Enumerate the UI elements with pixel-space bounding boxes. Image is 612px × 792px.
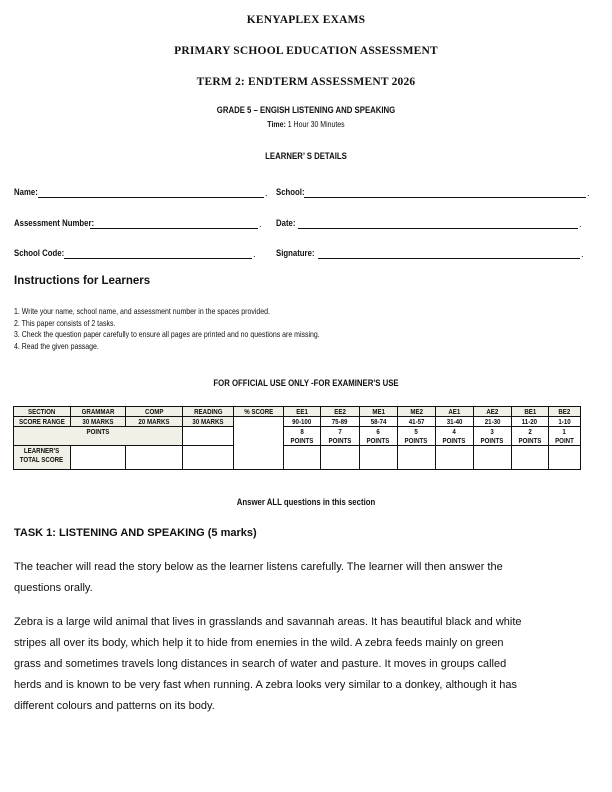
term-title: TERM 2: ENDTERM ASSESSMENT 2026 bbox=[196, 76, 416, 88]
task1-intro bbox=[14, 557, 599, 599]
school-code-label: School Code: bbox=[14, 248, 65, 259]
table-row bbox=[14, 446, 581, 470]
table-cell: 41-57 bbox=[397, 417, 435, 427]
date-line[interactable] bbox=[298, 219, 578, 229]
table-cell[interactable] bbox=[359, 446, 397, 470]
table-cell: 11-20 bbox=[511, 417, 548, 427]
instruction-item: 4. Read the given passage. bbox=[14, 340, 99, 351]
table-cell: BE2 bbox=[548, 407, 580, 417]
table-cell[interactable] bbox=[182, 446, 233, 470]
table-cell: 1 POINT bbox=[548, 427, 580, 446]
table-cell: 1-10 bbox=[548, 417, 580, 427]
official-heading bbox=[0, 378, 612, 389]
school-line[interactable] bbox=[304, 188, 586, 198]
table-cell: 31-40 bbox=[435, 417, 473, 427]
instruction-item: 1. Write your name, school name, and assessment number in the spaces provided. bbox=[14, 306, 270, 316]
task1-passage bbox=[14, 612, 599, 717]
time-line bbox=[0, 119, 612, 129]
table-cell: 30 MARKS bbox=[70, 417, 125, 427]
subject-line bbox=[0, 105, 612, 116]
table-row bbox=[14, 407, 581, 417]
table-cell[interactable] bbox=[397, 446, 435, 470]
table-cell: SECTION bbox=[14, 407, 71, 417]
table-cell: 20 MARKS bbox=[125, 417, 182, 427]
details-title: LEARNER’ S DETAILS bbox=[265, 151, 347, 162]
name-field[interactable]: Name: . bbox=[14, 187, 268, 198]
table-cell: 2 POINTS bbox=[511, 427, 548, 446]
assessment-number-line[interactable] bbox=[90, 219, 258, 229]
table-row bbox=[14, 427, 581, 446]
table-cell: % SCORE bbox=[233, 407, 283, 417]
table-row bbox=[14, 417, 581, 427]
table-cell: EE1 bbox=[283, 407, 320, 417]
table-cell: 90-100 bbox=[283, 417, 320, 427]
table-cell: 5 POINTS bbox=[397, 427, 435, 446]
score-cell[interactable] bbox=[233, 417, 283, 470]
table-cell[interactable] bbox=[435, 446, 473, 470]
signature-label: Signature: bbox=[276, 248, 315, 259]
field-row-2 bbox=[14, 215, 594, 229]
intro-line: questions orally. bbox=[14, 582, 93, 594]
passage-line: stripes all over its body, which help it to hide from enemies in the wild. A zebra feeds mainly on green bbox=[14, 637, 504, 649]
school-code-field[interactable]: School Code: . bbox=[14, 248, 256, 259]
passage-line: Zebra is a large wild animal that lives in grasslands and savannah areas. It has beautiful black and white bbox=[14, 616, 522, 628]
table-cell: COMP bbox=[125, 407, 182, 417]
table-cell[interactable] bbox=[548, 446, 580, 470]
table-cell: BE1 bbox=[511, 407, 548, 417]
time-label: Time: bbox=[267, 119, 286, 129]
school-field[interactable]: School: . bbox=[276, 187, 590, 198]
field-row-3 bbox=[14, 245, 594, 259]
table-cell: LEARNER'S TOTAL SCORE bbox=[14, 446, 71, 470]
table-cell: ME1 bbox=[359, 407, 397, 417]
table-cell: GRAMMAR bbox=[70, 407, 125, 417]
table-cell[interactable] bbox=[320, 446, 359, 470]
table-cell[interactable] bbox=[182, 427, 233, 446]
table-cell: POINTS bbox=[14, 427, 183, 446]
table-cell[interactable] bbox=[473, 446, 511, 470]
table-cell: AE1 bbox=[435, 407, 473, 417]
score-table bbox=[13, 406, 581, 470]
table-cell: 3 POINTS bbox=[473, 427, 511, 446]
instructions-title: Instructions for Learners bbox=[14, 275, 151, 287]
date-label: Date: bbox=[276, 218, 296, 229]
section-note-line bbox=[0, 497, 612, 508]
table-cell[interactable] bbox=[125, 446, 182, 470]
table-cell: SCORE RANGE bbox=[14, 417, 71, 427]
instruction-item: 2. This paper consists of 2 tasks. bbox=[14, 317, 116, 328]
table-cell[interactable] bbox=[70, 446, 125, 470]
table-cell: 75-89 bbox=[320, 417, 359, 427]
subject-title: GRADE 5 – ENGISH LISTENING AND SPEAKING bbox=[216, 105, 396, 116]
table-cell: AE2 bbox=[473, 407, 511, 417]
table-cell: EE2 bbox=[320, 407, 359, 417]
table-cell: 58-74 bbox=[359, 417, 397, 427]
table-cell: ME2 bbox=[397, 407, 435, 417]
passage-line: herds and is known to be very fast when running. A zebra looks very similar to a donkey, although it has bbox=[14, 679, 518, 691]
school-code-line[interactable] bbox=[64, 249, 252, 259]
score-table-wrap bbox=[13, 406, 581, 470]
org-title: KENYAPLEX EXAMS bbox=[246, 14, 366, 26]
table-cell: 30 MARKS bbox=[182, 417, 233, 427]
date-field[interactable]: Date: . bbox=[276, 218, 582, 229]
table-cell: 8 POINTS bbox=[283, 427, 320, 446]
time-value: 1 Hour 30 Minutes bbox=[285, 119, 345, 129]
details-heading bbox=[0, 151, 612, 162]
table-cell: 6 POINTS bbox=[359, 427, 397, 446]
assessment-number-label: Assessment Number: bbox=[14, 218, 95, 229]
passage-line: different colours and patterns on its body. bbox=[14, 700, 215, 712]
intro-line: The teacher will read the story below as the learner listens carefully. The learner will then answer the bbox=[14, 561, 503, 573]
assessment-title: PRIMARY SCHOOL EDUCATION ASSESSMENT bbox=[174, 45, 438, 57]
table-cell: 7 POINTS bbox=[320, 427, 359, 446]
table-cell: 21-30 bbox=[473, 417, 511, 427]
table-cell: READING bbox=[182, 407, 233, 417]
signature-line[interactable] bbox=[318, 249, 580, 259]
field-row-1 bbox=[14, 184, 594, 198]
assessment-number-field[interactable]: Assessment Number: . bbox=[14, 218, 262, 229]
school-label: School: bbox=[276, 187, 305, 198]
name-label: Name: bbox=[14, 187, 38, 198]
section-note: Answer ALL questions in this section bbox=[236, 497, 376, 508]
name-line[interactable] bbox=[38, 188, 264, 198]
instructions-list bbox=[14, 306, 387, 352]
passage-line: grass and sometimes travels long distances in search of water and pasture. It moves in groups called bbox=[14, 658, 507, 670]
table-cell[interactable] bbox=[511, 446, 548, 470]
task1-title: TASK 1: LISTENING AND SPEAKING (5 marks) bbox=[14, 527, 257, 539]
official-title: FOR OFFICIAL USE ONLY -FOR EXAMINER'S USE bbox=[213, 378, 399, 389]
table-cell: 4 POINTS bbox=[435, 427, 473, 446]
instruction-item: 3. Check the question paper carefully to ensure all pages are printed and no questions are missing. bbox=[14, 329, 320, 339]
signature-field[interactable]: Signature: . bbox=[276, 248, 584, 259]
table-cell[interactable] bbox=[283, 446, 320, 470]
